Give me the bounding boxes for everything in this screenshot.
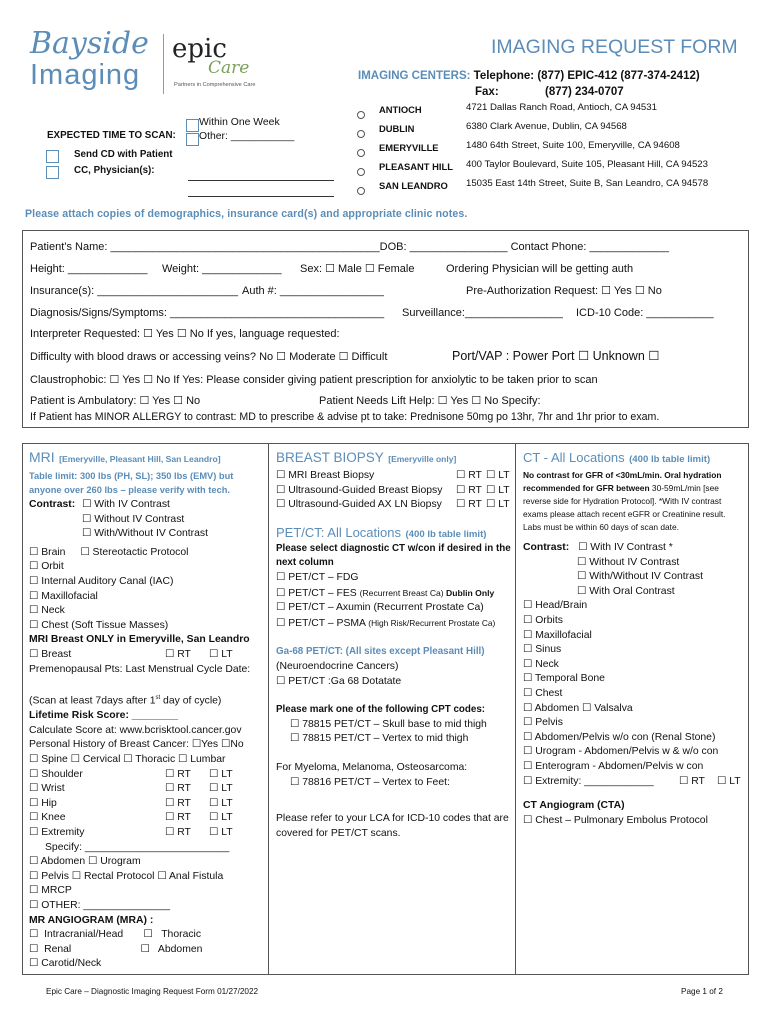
interpreter-field[interactable]: Interpreter Requested: ☐ Yes ☐ No If yes, language requested: xyxy=(30,328,340,340)
fax-number: (877) 234-0707 xyxy=(545,86,624,98)
mri-title: MRI xyxy=(29,449,55,465)
petct-psma-row[interactable] xyxy=(276,616,512,632)
cc-line-1[interactable] xyxy=(188,180,334,181)
ct-contrast-oral[interactable]: ☐ With Oral Contrast xyxy=(577,585,675,597)
mri-premenopausal: Premenopausal Pts: Last Menstrual Cycle Date: xyxy=(29,663,251,675)
mri-brain[interactable]: ☐ Brain xyxy=(29,546,66,558)
cpt-title: Please mark one of the following CPT codes: xyxy=(276,704,486,716)
bayside-logo-bottom: Imaging xyxy=(30,59,141,91)
mri-joint-lt-4[interactable]: ☐ LT xyxy=(209,826,233,838)
mri-breast-only-label: MRI Breast ONLY in Emeryville, San Leandro xyxy=(29,634,250,646)
location-address-4: 15035 East 14th Street, Suite B, San Leandro, CA 94578 xyxy=(466,178,709,189)
location-radio-1[interactable] xyxy=(357,126,365,144)
cpt-78816[interactable]: ☐ 78816 PET/CT – Vertex to Feet: xyxy=(290,776,450,788)
ambulatory-field[interactable]: Patient is Ambulatory: ☐ Yes ☐ No xyxy=(30,395,201,407)
petct-psma: ☐ PET/CT – PSMA xyxy=(276,617,369,629)
mri-abdomen[interactable]: ☐ Abdomen ☐ Urogram xyxy=(29,856,141,868)
biopsy-row-1 xyxy=(276,484,512,499)
epic-care-logo xyxy=(172,34,282,94)
petct-limit: (400 lb table limit) xyxy=(405,528,487,540)
biopsy-lt-2[interactable]: ☐ LT xyxy=(486,499,510,511)
cta-chest[interactable]: ☐ Chest – Pulmonary Embolus Protocol xyxy=(523,814,708,826)
ga68-dotatate[interactable]: ☐ PET/CT :Ga 68 Dotatate xyxy=(276,675,402,687)
petct-title: PET/CT: All Locations xyxy=(276,524,401,540)
petct-fes: ☐ PET/CT – FES xyxy=(276,587,360,599)
mra-row-2[interactable]: ☐ Renal ☐ Abdomen xyxy=(29,943,203,955)
mra-row-3[interactable]: ☐ Carotid/Neck xyxy=(29,958,102,970)
mri-joint-rt-1[interactable]: ☐ RT xyxy=(165,783,191,795)
mri-pelvis[interactable]: ☐ Pelvis ☐ Rectal Protocol ☐ Anal Fistula xyxy=(29,870,224,882)
location-name-0: ANTIOCH xyxy=(379,104,422,115)
mri-mrcp[interactable]: ☐ MRCP xyxy=(29,885,72,897)
biopsy-item-2[interactable]: ☐ Ultrasound-Guided AX LN Biopsy xyxy=(276,499,442,511)
ct-extremity-lt[interactable]: ☐ LT xyxy=(717,775,741,787)
mri-joint-rt-0[interactable]: ☐ RT xyxy=(165,768,191,780)
ct-item-10[interactable]: ☐ Urogram - Abdomen/Pelvis w & w/o con xyxy=(523,746,719,758)
petct-select-note: Please select diagnostic CT w/con if desired in the next column xyxy=(276,542,511,569)
mri-breast-rt[interactable]: ☐ RT xyxy=(165,648,191,660)
location-address-2: 1480 64th Street, Suite 100, Emeryville, CA 94608 xyxy=(466,140,680,151)
logo-divider xyxy=(163,34,164,94)
location-address-3: 400 Taylor Boulevard, Suite 105, Pleasant Hill, CA 94523 xyxy=(466,159,708,170)
mri-table-limit: Table limit: 300 lbs (PH, SL); 350 lbs (EMV) but anyone over 260 lbs – please verify with tech. xyxy=(29,471,234,495)
ct-note xyxy=(523,469,745,534)
biopsy-pet-column xyxy=(276,449,512,841)
mri-joint-row-0 xyxy=(29,768,267,783)
biopsy-row-0 xyxy=(276,469,512,484)
ct-contrast-withwithout[interactable]: ☐ With/Without IV Contrast xyxy=(577,571,703,583)
mri-joint-2[interactable]: ☐ Hip xyxy=(29,797,57,809)
mri-contrast-withwithout[interactable]: ☐ With/Without IV Contrast xyxy=(82,528,208,540)
mri-stereotactic[interactable]: ☐ Stereotactic Protocol xyxy=(80,546,189,558)
ct-note-bold: No contrast for GFR of <30mL/min. Oral hydration recommended for GFR between xyxy=(523,470,722,493)
send-cd-label: Send CD with Patient xyxy=(74,149,173,160)
bayside-logo-top: Bayside xyxy=(30,26,149,61)
icd-field[interactable]: ICD-10 Code: ___________ xyxy=(576,307,714,319)
mri-breast-history[interactable]: Personal History of Breast Cancer: ☐Yes ☐No xyxy=(29,739,244,751)
biopsy-sites: [Emeryville only] xyxy=(388,454,457,464)
mri-joint-lt-3[interactable]: ☐ LT xyxy=(209,812,233,824)
biopsy-title: BREAST BIOPSY xyxy=(276,450,384,465)
mri-joint-rt-3[interactable]: ☐ RT xyxy=(165,812,191,824)
footer-right: Page 1 of 2 xyxy=(681,987,723,996)
mri-contrast-with[interactable]: ☐ With IV Contrast xyxy=(82,499,170,510)
mri-joint-4[interactable]: ☐ Extremity xyxy=(29,826,85,838)
mri-contrast-label: Contrast: xyxy=(29,499,76,510)
ct-contrast-with[interactable]: ☐ With IV Contrast * xyxy=(578,542,673,553)
within-week-label: Within One Week xyxy=(199,117,280,128)
location-radio-0[interactable] xyxy=(357,107,365,125)
mri-joint-row-2 xyxy=(29,797,267,812)
petct-fes-dublin: Dublin Only xyxy=(443,587,495,598)
mri-calc-score: Calculate Score at: www.bcrisktool.cancer.gov xyxy=(29,724,242,736)
petct-fes-note: (Recurrent Breast Ca) xyxy=(359,587,444,598)
sex-field[interactable]: Sex: ☐ Male ☐ Female xyxy=(300,263,415,275)
biopsy-lt-1[interactable]: ☐ LT xyxy=(486,484,510,496)
partners-tagline: Partners in Comprehensive Care xyxy=(174,82,256,88)
preauth-field[interactable]: Pre-Authorization Request: ☐ Yes ☐ No xyxy=(466,285,662,297)
ga68-neuro: (Neuroendocrine Cancers) xyxy=(276,660,399,672)
mra-row-1[interactable]: ☐ Intracranial/Head ☐ Thoracic xyxy=(29,929,202,941)
ct-item-4[interactable]: ☐ Neck xyxy=(523,658,559,670)
location-radio-3[interactable] xyxy=(357,164,365,182)
bayside-logo xyxy=(30,28,170,98)
ct-contrast-label: Contrast: xyxy=(523,542,570,553)
ct-column xyxy=(523,449,745,828)
mri-specify[interactable]: Specify: _________________________ xyxy=(45,841,230,853)
claustrophobic-field[interactable]: Claustrophobic: ☐ Yes ☐ No If Yes: Please consider giving patient prescription for anxiolytic to be taken prior to scan xyxy=(30,374,598,386)
location-address-1: 6380 Clark Avenue, Dublin, CA 94568 xyxy=(466,121,627,132)
ct-item-1[interactable]: ☐ Orbits xyxy=(523,614,563,626)
ct-item-6[interactable]: ☐ Chest xyxy=(523,687,563,699)
biopsy-row-2 xyxy=(276,498,512,513)
allergy-note: If Patient has MINOR ALLERGY to contrast: MD to prescribe & advise pt to take: Prednisone 50mg po 13hr, 7hr and 1hr prior to exam. xyxy=(30,411,660,423)
ordering-physician-note: Ordering Physician will be getting auth xyxy=(446,263,634,275)
ct-item-8[interactable]: ☐ Pelvis xyxy=(523,717,563,729)
mri-breast[interactable]: ☐ Breast xyxy=(29,648,72,660)
biopsy-rt-2[interactable]: ☐ RT xyxy=(456,499,482,511)
cc-checkbox[interactable] xyxy=(46,164,59,182)
cc-label: CC, Physician(s): xyxy=(74,165,155,176)
location-name-1: DUBLIN xyxy=(379,123,415,134)
ct-item-5[interactable]: ☐ Temporal Bone xyxy=(523,673,605,685)
footer-left: Epic Care – Diagnostic Imaging Request Form 01/27/2022 xyxy=(46,987,259,996)
other-label: Other: ___________ xyxy=(199,131,295,142)
epic-logo-text: epic xyxy=(172,34,227,64)
mri-column xyxy=(29,449,267,972)
divider-1 xyxy=(268,443,269,974)
ct-extremity[interactable]: ☐ Extremity: ____________ xyxy=(523,775,654,787)
mri-joint-3[interactable]: ☐ Knee xyxy=(29,812,66,824)
ct-item-9[interactable]: ☐ Abdomen/Pelvis w/o con (Renal Stone) xyxy=(523,731,716,743)
biopsy-item-1[interactable]: ☐ Ultrasound-Guided Breast Biopsy xyxy=(276,484,443,496)
petct-psma-note: (High Risk/Recurrent Prostate Ca) xyxy=(368,617,496,628)
auth-field[interactable]: Auth #: _________________ xyxy=(242,285,384,297)
mri-joint-lt-0[interactable]: ☐ LT xyxy=(209,768,233,780)
ct-item-3[interactable]: ☐ Sinus xyxy=(523,644,562,656)
mri-joint-rt-4[interactable]: ☐ RT xyxy=(165,826,191,838)
height-field[interactable]: Height: _____________ xyxy=(30,263,148,275)
patient-name-field[interactable]: Patient’s Name: ____________________________________________DOB: ________________ Contact Phone: _____________ xyxy=(30,241,669,253)
myeloma-note: For Myeloma, Melanoma, Osteosarcoma: xyxy=(276,761,468,773)
mri-joint-lt-1[interactable]: ☐ LT xyxy=(209,783,233,795)
location-address-0: 4721 Dallas Ranch Road, Antioch, CA 94531 xyxy=(466,102,657,113)
care-logo-text: Care xyxy=(208,58,250,78)
surveillance-field[interactable]: Surveillance:________________ xyxy=(402,307,563,319)
imaging-centers-header xyxy=(358,69,700,84)
lca-note: Please refer to your LCA for ICD-10 codes that are covered for PET/CT scans. xyxy=(276,813,509,839)
mri-item-4[interactable]: ☐ Chest (Soft Tissue Masses) xyxy=(29,619,169,631)
petct-axumin[interactable]: ☐ PET/CT – Axumin (Recurrent Prostate Ca) xyxy=(276,602,484,614)
mri-joint-0[interactable]: ☐ Shoulder xyxy=(29,768,83,780)
difficulty-field[interactable]: Difficulty with blood draws or accessing veins? No ☐ Moderate ☐ Difficult xyxy=(30,351,388,363)
telephone: Telephone: (877) EPIC-412 (877-374-2412) xyxy=(473,70,700,82)
mri-joint-row-1 xyxy=(29,782,267,797)
mra-title: MR ANGIOGRAM (MRA) : xyxy=(29,914,154,926)
mri-item-2[interactable]: ☐ Maxillofacial xyxy=(29,590,98,602)
cpt-78815-skull[interactable]: ☐ 78815 PET/CT – Skull base to mid thigh xyxy=(290,718,487,730)
ct-item-11[interactable]: ☐ Enterogram - Abdomen/Pelvis w con xyxy=(523,760,704,772)
cc-line-2[interactable] xyxy=(188,196,334,197)
location-radio-2[interactable] xyxy=(357,145,365,163)
biopsy-lt-0[interactable]: ☐ LT xyxy=(486,470,510,481)
petct-fes-row[interactable] xyxy=(276,586,512,602)
ct-item-2[interactable]: ☐ Maxillofacial xyxy=(523,629,592,641)
other-checkbox[interactable] xyxy=(186,131,199,149)
mri-other[interactable]: ☐ OTHER: _______________ xyxy=(29,899,171,911)
ct-item-7[interactable]: ☐ Abdomen ☐ Valsalva xyxy=(523,702,633,714)
mri-item-0[interactable]: ☐ Orbit xyxy=(29,561,64,573)
biopsy-item-0[interactable]: ☐ MRI Breast Biopsy xyxy=(276,470,375,481)
lift-help-field[interactable]: Patient Needs Lift Help: ☐ Yes ☐ No Specify: xyxy=(319,395,541,407)
divider-2 xyxy=(515,443,516,974)
mri-sites: [Emeryville, Pleasant Hill, San Leandro] xyxy=(59,454,221,464)
ct-title-2: - All Locations xyxy=(540,450,625,465)
location-name-3: PLEASANT HILL xyxy=(379,161,453,172)
biopsy-rt-1[interactable]: ☐ RT xyxy=(456,484,482,496)
location-name-4: SAN LEANDRO xyxy=(379,180,448,191)
insurance-field[interactable]: Insurance(s): _______________________ xyxy=(30,285,238,297)
mri-contrast-without[interactable]: ☐ Without IV Contrast xyxy=(82,513,185,525)
attach-note: Please attach copies of demographics, insurance card(s) and appropriate clinic notes. xyxy=(25,208,468,220)
ct-limit: (400 lb table limit) xyxy=(629,454,711,465)
mri-cycle-note: (Scan at least 7days after 1st day of cycle) xyxy=(29,695,222,707)
cpt-78815-vertex[interactable]: ☐ 78815 PET/CT – Vertex to mid thigh xyxy=(290,733,469,745)
weight-field[interactable]: Weight: _____________ xyxy=(162,263,282,275)
cta-title: CT Angiogram (CTA) xyxy=(523,800,625,812)
ct-extremity-rt[interactable]: ☐ RT xyxy=(679,775,705,787)
fax-label: Fax: xyxy=(475,86,499,98)
ct-note-text: 30-59mL/min [see reverse side for Hydration Protocol]. *With IV contrast exams please attach recent eGFR or Creatinine result. Labs must be within 60 days of scan date. xyxy=(523,483,726,532)
port-field[interactable]: Port/VAP : Power Port ☐ Unknown ☐ xyxy=(452,349,660,363)
diagnosis-field[interactable]: Diagnosis/Signs/Symptoms: ___________________________________ xyxy=(30,307,385,319)
ga68-title: Ga-68 PET/CT: (All sites except Pleasant Hill) xyxy=(276,646,485,658)
imaging-centers-label: IMAGING CENTERS: xyxy=(358,70,471,82)
mri-risk-score[interactable]: Lifetime Risk Score: ________ xyxy=(29,710,179,722)
mri-breast-lt[interactable]: ☐ LT xyxy=(209,648,233,660)
mri-joint-lt-2[interactable]: ☐ LT xyxy=(209,797,233,809)
mri-joint-row-3 xyxy=(29,811,267,826)
expected-time-label: EXPECTED TIME TO SCAN: xyxy=(47,130,176,141)
mri-item-3[interactable]: ☐ Neck xyxy=(29,605,65,617)
form-title: IMAGING REQUEST FORM xyxy=(491,36,738,58)
mri-spine[interactable]: ☐ Spine ☐ Cervical ☐ Thoracic ☐ Lumbar xyxy=(29,753,226,765)
location-radio-4[interactable] xyxy=(357,183,365,201)
biopsy-rt-0[interactable]: ☐ RT xyxy=(456,470,482,481)
ct-title: CT xyxy=(523,450,541,465)
mri-joint-rt-2[interactable]: ☐ RT xyxy=(165,797,191,809)
location-name-2: EMERYVILLE xyxy=(379,142,439,153)
ct-contrast-without[interactable]: ☐ Without IV Contrast xyxy=(577,556,680,568)
mri-joint-1[interactable]: ☐ Wrist xyxy=(29,783,65,795)
mri-joint-row-4 xyxy=(29,826,267,841)
petct-fdg[interactable]: ☐ PET/CT – FDG xyxy=(276,571,359,583)
mri-item-1[interactable]: ☐ Internal Auditory Canal (IAC) xyxy=(29,575,174,587)
ct-item-0[interactable]: ☐ Head/Brain xyxy=(523,600,588,612)
